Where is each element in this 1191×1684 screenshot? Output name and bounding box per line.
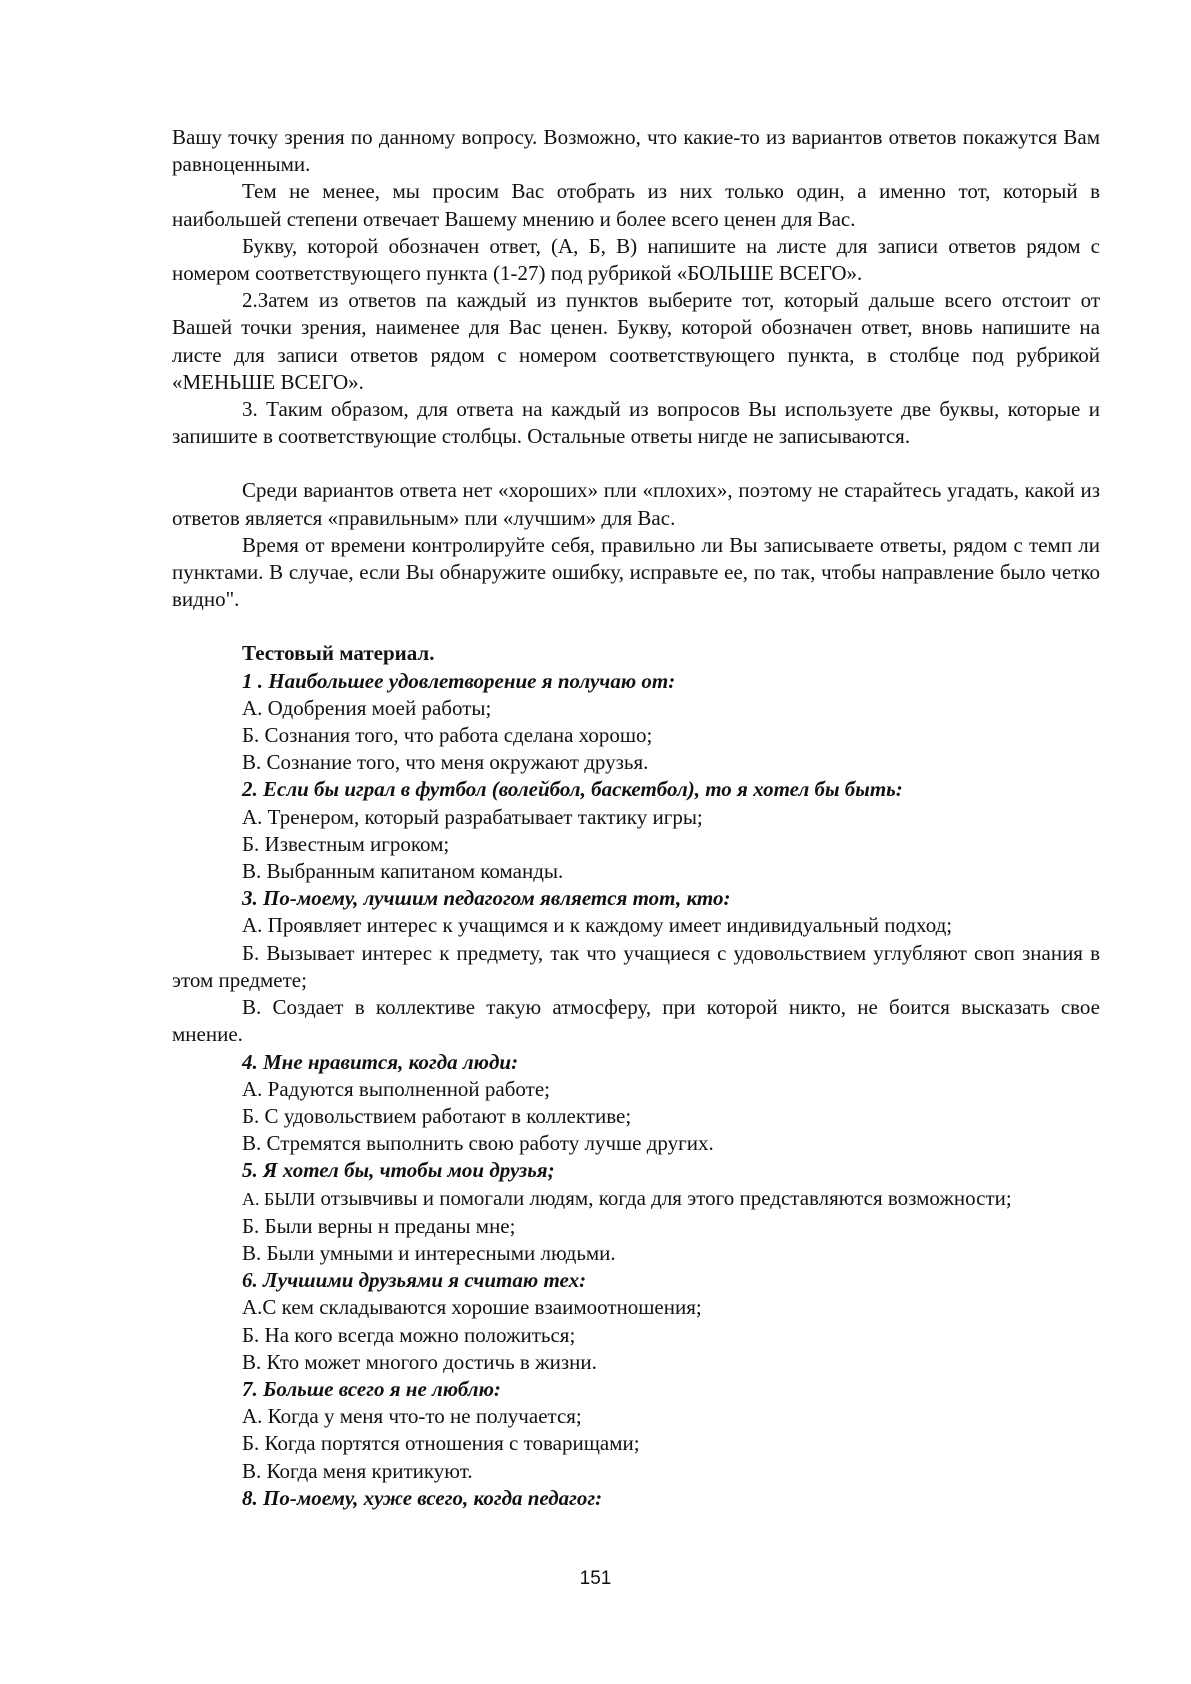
answer-5a: [172, 1185, 1100, 1213]
question-2: 2. Если бы играл в футбол (волейбол, баскетбол), то я хотел бы быть:: [242, 777, 903, 802]
intro-paragraph-6: Среди вариантов ответа нет «хороших» пли «плохих», поэтому не старайтесь угадать, какой из ответов является «правильным» пли «лучшим» для Вас.: [172, 478, 1100, 530]
answer-4b: Б. С удовольствием работают в коллективе;: [242, 1103, 632, 1128]
answer-4a: А. Радуются выполненной работе;: [242, 1076, 550, 1101]
answer-3a: А. Проявляет интерес к учащимся и к каждому имеет индивидуальный подход;: [242, 913, 953, 938]
intro-paragraph-5: 3. Таким образом, для ответа на каждый из вопросов Вы используете две буквы, которые и запишите в соответствующие столбцы. Остальные ответы нигде не записываются.: [172, 397, 1100, 449]
answer-3c: В. Создает в коллективе такую атмосферу, при которой никто, не боится высказать свое мнение.: [172, 995, 1100, 1047]
answer-3b: Б. Вызывает интерес к предмету, так что учащиеся с удовольствием углубляют своп знания в этом предмете;: [172, 940, 1100, 992]
answer-2c: В. Выбранным капитаном команды.: [242, 859, 564, 884]
answer-5a-text: отзывчивы и помогали людям, когда для этого представляются возможности;: [315, 1185, 1012, 1210]
question-4: 4. Мне нравится, когда люди:: [242, 1049, 519, 1074]
answer-1a: А. Одобрения моей работы;: [242, 695, 492, 720]
test-heading: Тестовый материал.: [242, 641, 435, 666]
answer-4c: В. Стремятся выполнить свою работу лучше других.: [242, 1131, 714, 1156]
answer-6a: А.С кем складываются хорошие взаимоотношения;: [242, 1295, 702, 1320]
answer-6b: Б. На кого всегда можно положиться;: [242, 1322, 576, 1347]
answer-7b: Б. Когда портятся отношения с товарищами;: [242, 1431, 640, 1456]
answer-6c: В. Кто может многого достичь в жизни.: [242, 1349, 597, 1374]
answer-5a-letter: А. БЫЛИ: [242, 1188, 316, 1209]
question-1: 1 . Наибольшее удовлетворение я получаю от:: [242, 668, 676, 693]
question-7: 7. Больше всего я не люблю:: [242, 1376, 501, 1401]
spacer: [172, 613, 1100, 640]
answer-7a: А. Когда у меня что-то не получается;: [242, 1404, 582, 1429]
page-body: [172, 124, 1100, 1512]
intro-paragraph-4: 2.Затем из ответов па каждый из пунктов выберите тот, который дальше всего отстоит от Вашей точки зрения, наименее для Вас ценен. Букву, которой обозначен ответ, вновь напишите на листе для записи ответов рядом с номером соответствующего пункта, в столбце под рубрикой «МЕНЬШЕ ВСЕГО».: [172, 288, 1100, 394]
question-3: 3. По-моему, лучшим педагогом является тот, кто:: [242, 886, 731, 911]
page-number: 151: [579, 1568, 612, 1589]
intro-paragraph-3: Букву, которой обозначен ответ, (А, Б, В) напишите на листе для записи ответов рядом с номером соответствующего пункта (1-27) под рубрикой «БОЛЬШЕ ВСЕГО».: [172, 233, 1100, 286]
answer-2b: Б. Известным игроком;: [242, 831, 450, 856]
question-8: 8. По-моему, хуже всего, когда педагог:: [242, 1485, 603, 1510]
question-5: 5. Я хотел бы, чтобы мои друзья;: [242, 1158, 555, 1183]
answer-2a: А. Тренером, который разрабатывает тактику игры;: [242, 804, 703, 829]
answer-1b: Б. Сознания того, что работа сделана хорошо;: [242, 723, 653, 748]
intro-paragraph-2: Тем не менее, мы просим Вас отобрать из них только один, а именно тот, который в наибольшей степени отвечает Вашему мнению и более всего ценен для Вас.: [172, 179, 1100, 231]
spacer: [172, 450, 1100, 477]
question-6: 6. Лучшими друзьями я считаю тех:: [242, 1268, 587, 1293]
answer-5b: Б. Были верны н преданы мне;: [242, 1213, 516, 1238]
answer-1c: В. Сознание того, что меня окружают друзья.: [242, 750, 649, 775]
intro-paragraph-7: Время от времени контролируйте себя, правильно ли Вы записываете ответы, рядом с темп ли пунктами. В случае, если Вы обнаружите ошибку, исправьте ее, по так, чтобы направление было четко видно".: [172, 532, 1100, 612]
answer-7c: В. Когда меня критикуют.: [242, 1458, 473, 1483]
answer-5c: В. Были умными и интересными людьми.: [242, 1240, 616, 1265]
intro-paragraph-1: Вашу точку зрения по данному вопросу. Возможно, что какие-то из вариантов ответов покажутся Вам равноценными.: [172, 125, 1100, 177]
